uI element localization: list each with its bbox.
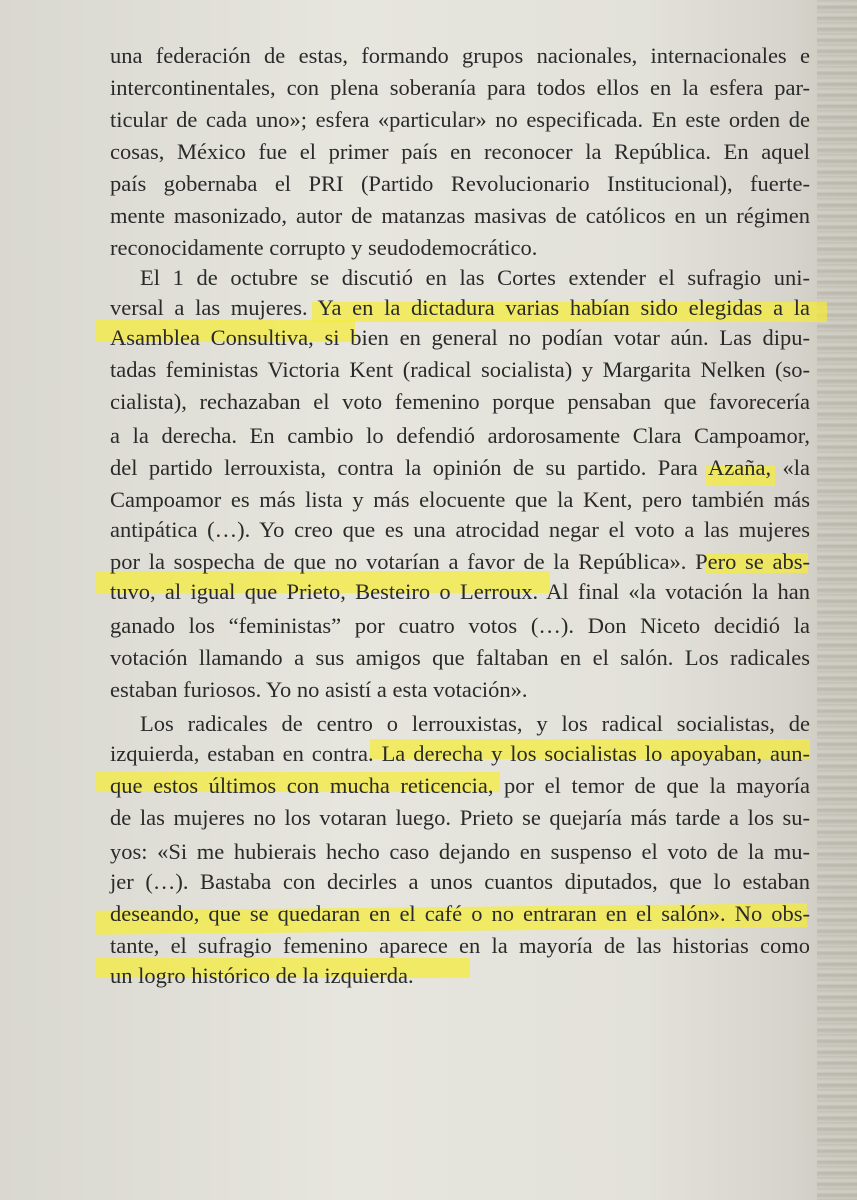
text-line: intercontinentales, con plena soberanía para todos ellos en la esfera par- — [110, 75, 810, 100]
text-line: por la sospecha de que no votarían a favor de la República». Pero se abs- — [110, 549, 810, 574]
text-line: votación llamando a sus amigos que faltaban en el salón. Los radicales — [110, 645, 810, 670]
text-line: ganado los “feministas” por cuatro votos (…). Don Niceto decidió la — [110, 613, 810, 638]
text-line: una federación de estas, formando grupos nacionales, internacionales e — [110, 43, 810, 68]
text-line: Asamblea Consultiva, si bien en general no podían votar aún. Las dipu- — [110, 325, 810, 350]
text-line: país gobernaba el PRI (Partido Revolucionario Institucional), fuerte- — [110, 171, 810, 196]
text-line: mente masonizado, autor de matanzas masivas de católicos en un régimen — [110, 203, 810, 228]
text-line: un logro histórico de la izquierda. — [110, 963, 414, 988]
text-line: que estos últimos con mucha reticencia, por el temor de que la mayoría — [110, 773, 810, 798]
text-line: versal a las mujeres. Ya en la dictadura varias habían sido elegidas a la — [110, 295, 810, 320]
text-line: Los radicales de centro o lerrouxistas, y los radical socialistas, de — [140, 711, 810, 736]
text-line: de las mujeres no los votaran luego. Prieto se quejaría más tarde a los su- — [110, 805, 810, 830]
text-line: reconocidamente corrupto y seudodemocrático. — [110, 235, 538, 260]
text-line: antipática (…). Yo creo que es una atrocidad negar el voto a las mujeres — [110, 517, 810, 542]
text-line: cosas, México fue el primer país en reconocer la República. En aquel — [110, 139, 810, 164]
text-line: del partido lerrouxista, contra la opinión de su partido. Para Azaña, «la — [110, 455, 810, 480]
text-line: yos: «Si me hubierais hecho caso dejando en suspenso el voto de la mu- — [110, 839, 810, 864]
text-line: ticular de cada uno»; esfera «particular» no especificada. En este orden de — [110, 107, 810, 132]
page-stack-edge — [817, 0, 857, 1200]
text-line: tante, el sufragio femenino aparece en la mayoría de las historias como — [110, 933, 810, 958]
text-line: a la derecha. En cambio lo defendió ardorosamente Clara Campoamor, — [110, 423, 810, 448]
text-line: Campoamor es más lista y más elocuente que la Kent, pero también más — [110, 487, 810, 512]
text-line: izquierda, estaban en contra. La derecha y los socialistas lo apoyaban, aun- — [110, 741, 810, 766]
text-line: tuvo, al igual que Prieto, Besteiro o Lerroux. Al final «la votación la han — [110, 579, 810, 604]
text-line: deseando, que se quedaran en el café o no entraran en el salón». No obs- — [110, 901, 810, 926]
text-line: jer (…). Bastaba con decirles a unos cuantos diputados, que lo estaban — [110, 869, 810, 894]
text-line: estaban furiosos. Yo no asistí a esta votación». — [110, 677, 528, 702]
text-line: cialista), rechazaban el voto femenino porque pensaban que favorecería — [110, 389, 810, 414]
text-line: tadas feministas Victoria Kent (radical socialista) y Margarita Nelken (so- — [110, 357, 810, 382]
text-line: El 1 de octubre se discutió en las Cortes extender el sufragio uni- — [140, 265, 810, 290]
